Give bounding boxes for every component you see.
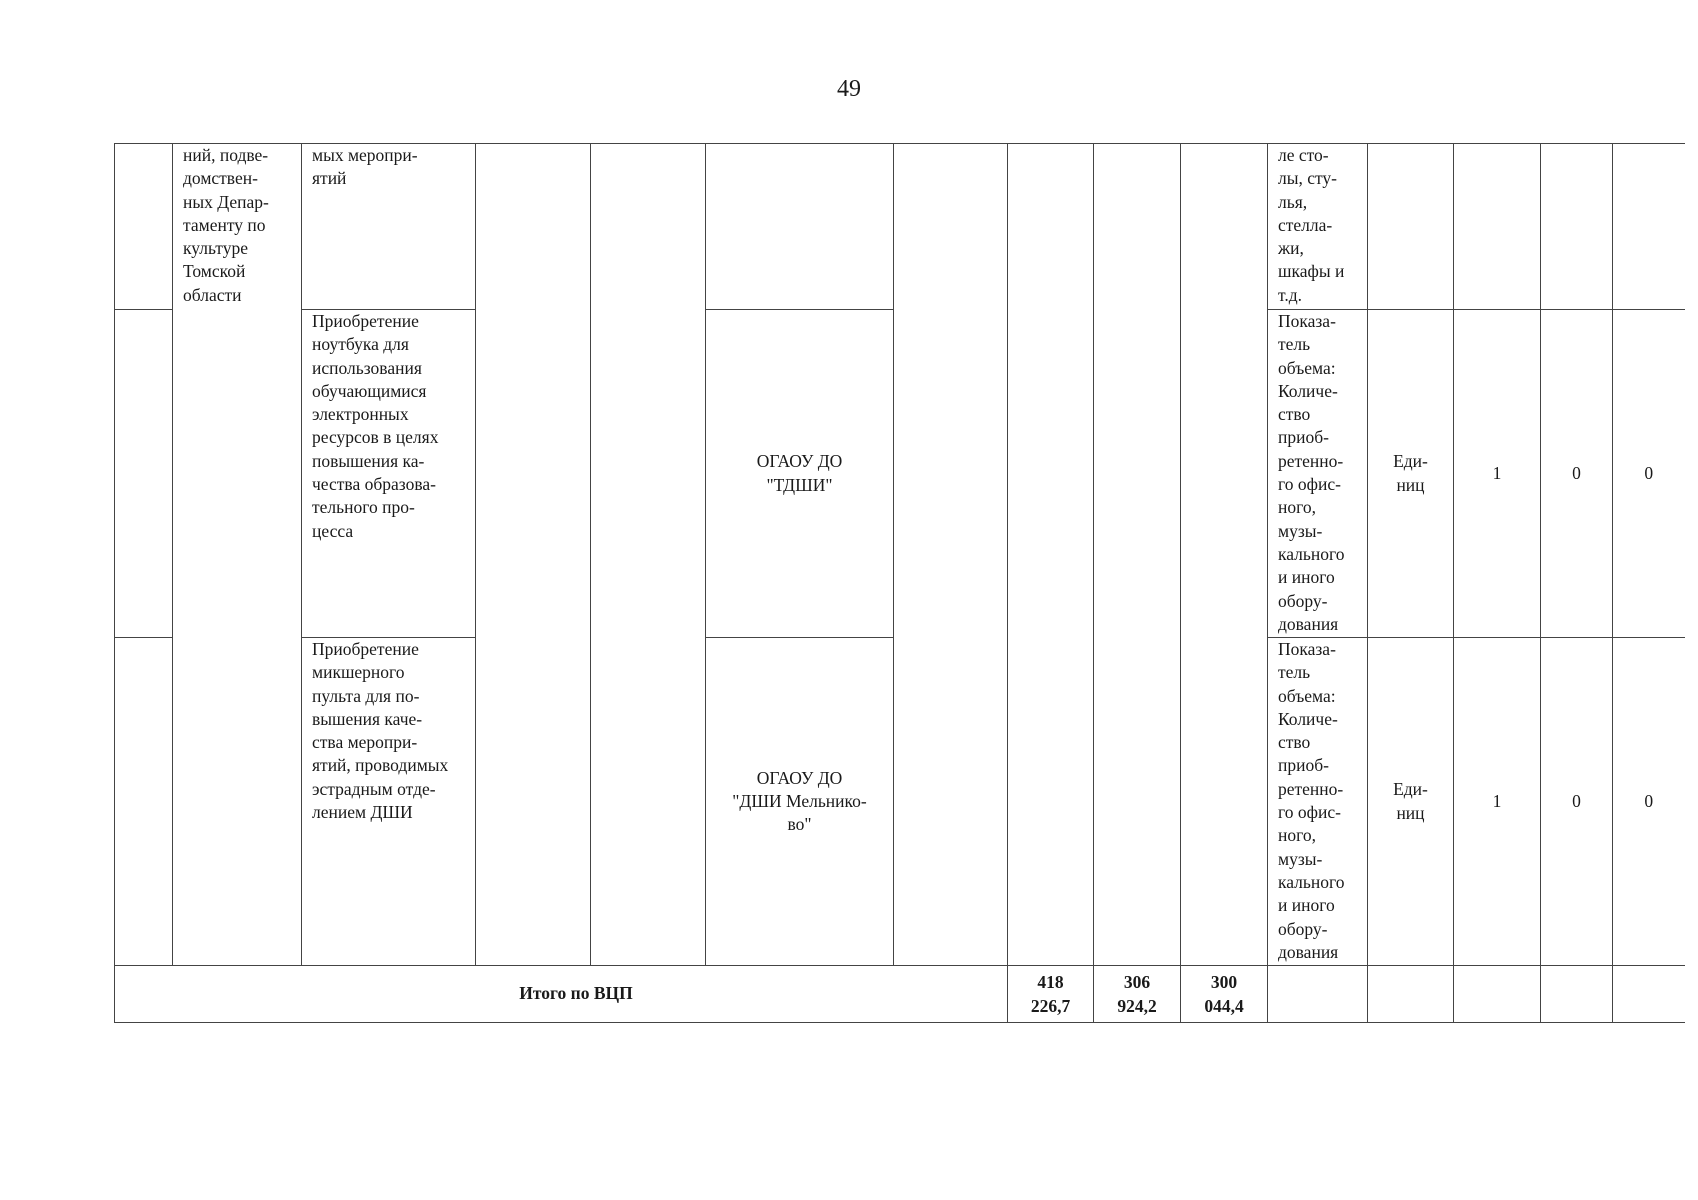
total-funding-cell: 300 044,4: [1181, 966, 1268, 1023]
empty-cell: [591, 144, 706, 966]
activity-cell: Приобретение ноутбука для использования обучающимися электронных ресурсов в целях повышения ка- чества образова- тельного про- цесса: [302, 310, 476, 638]
row-number-cell: [115, 310, 173, 638]
value-cell: 0: [1541, 638, 1613, 966]
unit-cell: Еди- ниц: [1368, 638, 1454, 966]
unit-cell: [1368, 144, 1454, 310]
empty-cell: [1368, 966, 1454, 1023]
program-table: [114, 143, 1685, 1023]
unit-cell: Еди- ниц: [1368, 310, 1454, 638]
value-cell: [1454, 144, 1541, 310]
empty-cell: [1268, 966, 1368, 1023]
value-cell: 1: [1454, 310, 1541, 638]
empty-cell: [476, 144, 591, 966]
empty-cell: [1541, 966, 1613, 1023]
organization-cell: ний, подве- домствен- ных Депар- таменту по культуре Томской области: [173, 144, 302, 966]
row-number-cell: [115, 638, 173, 966]
value-cell: 0: [1613, 310, 1685, 638]
funding-cell: [1008, 144, 1094, 966]
activity-cell: Приобретение микшерного пульта для по- вышения каче- ства меропри- ятий, проводимых эстрадным отде- лением ДШИ: [302, 638, 476, 966]
activity-cell: мых меропри- ятий: [302, 144, 476, 310]
table-row: [115, 144, 1685, 310]
funding-cell: [1181, 144, 1268, 966]
indicator-cell: Показа- тель объема: Количе- ство приоб- ретенно- го офис- ного, музы- кального и иного обору- дования: [1268, 638, 1368, 966]
total-label: Итого по ВЦП: [115, 966, 1008, 1023]
total-funding-cell: 306 924,2: [1094, 966, 1181, 1023]
value-cell: [1541, 144, 1613, 310]
empty-cell: [894, 144, 1008, 966]
value-cell: [1613, 144, 1685, 310]
indicator-cell: ле сто- лы, сту- лья, стелла- жи, шкафы и т.д.: [1268, 144, 1368, 310]
executor-cell: ОГАОУ ДО "ТДШИ": [706, 310, 894, 638]
total-funding-cell: 418 226,7: [1008, 966, 1094, 1023]
indicator-cell: Показа- тель объема: Количе- ство приоб- ретенно- го офис- ного, музы- кального и иного обору- дования: [1268, 310, 1368, 638]
empty-cell: [1613, 966, 1685, 1023]
executor-cell: [706, 144, 894, 310]
empty-cell: [1454, 966, 1541, 1023]
value-cell: 1: [1454, 638, 1541, 966]
page-number: 49: [837, 76, 861, 102]
value-cell: 0: [1613, 638, 1685, 966]
funding-cell: [1094, 144, 1181, 966]
total-row: [115, 966, 1685, 1023]
executor-cell: ОГАОУ ДО "ДШИ Мельнико- во": [706, 638, 894, 966]
row-number-cell: [115, 144, 173, 310]
value-cell: 0: [1541, 310, 1613, 638]
